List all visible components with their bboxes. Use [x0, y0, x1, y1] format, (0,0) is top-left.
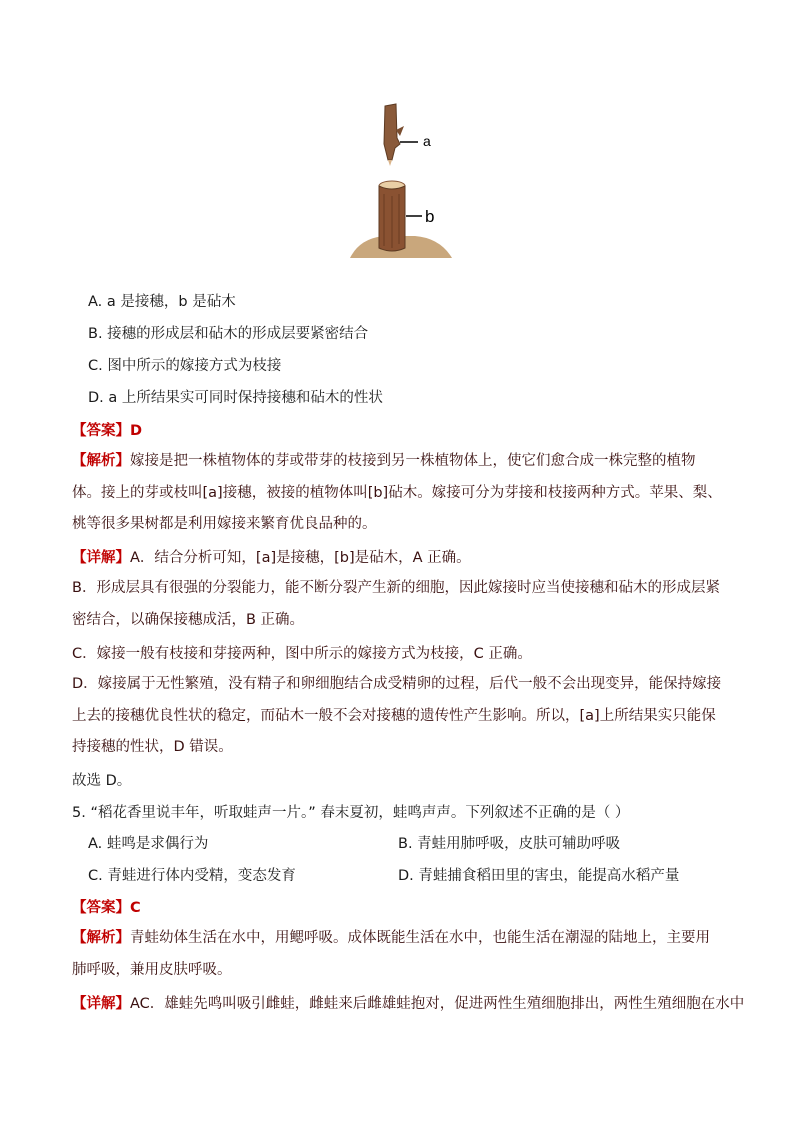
q4-option-c: C. 图中所示的嫁接方式为枝接: [88, 358, 282, 374]
q4-conclusion: 故选 D。: [72, 773, 132, 789]
q5-answer-value: C: [130, 900, 141, 916]
q5-option-a: A. 蛙鸣是求偶行为: [88, 836, 209, 852]
grafting-figure: [340, 98, 460, 268]
analysis-tag: 【解析】: [72, 453, 130, 469]
q5-analysis: [72, 923, 724, 986]
label-b: b: [425, 207, 435, 226]
q5-stem: 5. “稻花香里说丰年，听取蛙声一片。” 春末夏初，蛙鸣声声。下列叙述不正确的是（ ）: [72, 805, 630, 821]
q5-answer-tag: 【答案】: [72, 900, 130, 916]
q5-analysis-tag: 【解析】: [72, 930, 130, 946]
q5-option-b: B. 青蛙用肺呼吸，皮肤可辅助呼吸: [398, 836, 621, 852]
q4-answer: [72, 420, 142, 442]
q5-analysis-text: 青蛙幼体生活在水中，用鳃呼吸。成体既能生活在水中，也能生活在潮湿的陆地上，主要用肺呼吸，兼用皮肤呼吸。: [72, 930, 710, 978]
detail-tag: 【详解】: [72, 550, 130, 566]
q4-detail-a: [72, 547, 471, 569]
q5-option-d: D. 青蛙捕食稻田里的害虫，能提高水稻产量: [398, 868, 680, 884]
answer-tag: 【答案】: [72, 423, 130, 439]
q5-detail-tag: 【详解】: [72, 996, 130, 1012]
q4-option-d: D. a 上所结果实可同时保持接穗和砧木的性状: [88, 390, 383, 406]
answer-value: D: [130, 423, 143, 439]
detail-a-text: A．结合分析可知，[a]是接穗，[b]是砧木，A 正确。: [130, 550, 471, 566]
q4-detail-b: B．形成层具有很强的分裂能力，能不断分裂产生新的细胞，因此嫁接时应当使接穗和砧木的形成层紧密结合，以确保接穗成活，B 正确。: [72, 580, 720, 628]
q4-option-b: B. 接穗的形成层和砧木的形成层要紧密结合: [88, 326, 369, 342]
q5-detail: [72, 993, 744, 1015]
q5-option-c: C. 青蛙进行体内受精，变态发育: [88, 868, 296, 884]
q4-detail-d: D．嫁接属于无性繁殖，没有精子和卵细胞结合成受精卵的过程，后代一般不会出现变异，能保持嫁接上去的接穗优良性状的稳定，而砧木一般不会对接穗的遗传性产生影响。所以，[a]上所结果实只能保持接穗的性状，D 错误。: [72, 676, 722, 755]
q5-answer: [72, 897, 141, 919]
q5-detail-text: AC．雄蛙先鸣叫吸引雌蛙，雌蛙来后雌雄蛙抱对，促进两性生殖细胞排出，两性生殖细胞在水中: [130, 996, 745, 1012]
scion-cut: [388, 160, 392, 166]
analysis-text: 嫁接是把一株植物体的芽或带芽的枝接到另一株植物体上，使它们愈合成一株完整的植物体。接上的芽或枝叫[a]接穗，被接的植物体叫[b]砧木。嫁接可分为芽接和枝接两种方式。苹果、梨、桃等很多果树都是利用嫁接来繁育优良品种的。: [72, 453, 722, 532]
grafting-illustration: [340, 98, 460, 268]
q4-analysis: [72, 446, 724, 541]
q4-detail-c: C．嫁接一般有枝接和芽接两种，图中所示的嫁接方式为枝接，C 正确。: [72, 646, 532, 662]
label-a: a: [423, 133, 431, 149]
q4-option-a: A. a 是接穗，b 是砧木: [88, 294, 236, 310]
